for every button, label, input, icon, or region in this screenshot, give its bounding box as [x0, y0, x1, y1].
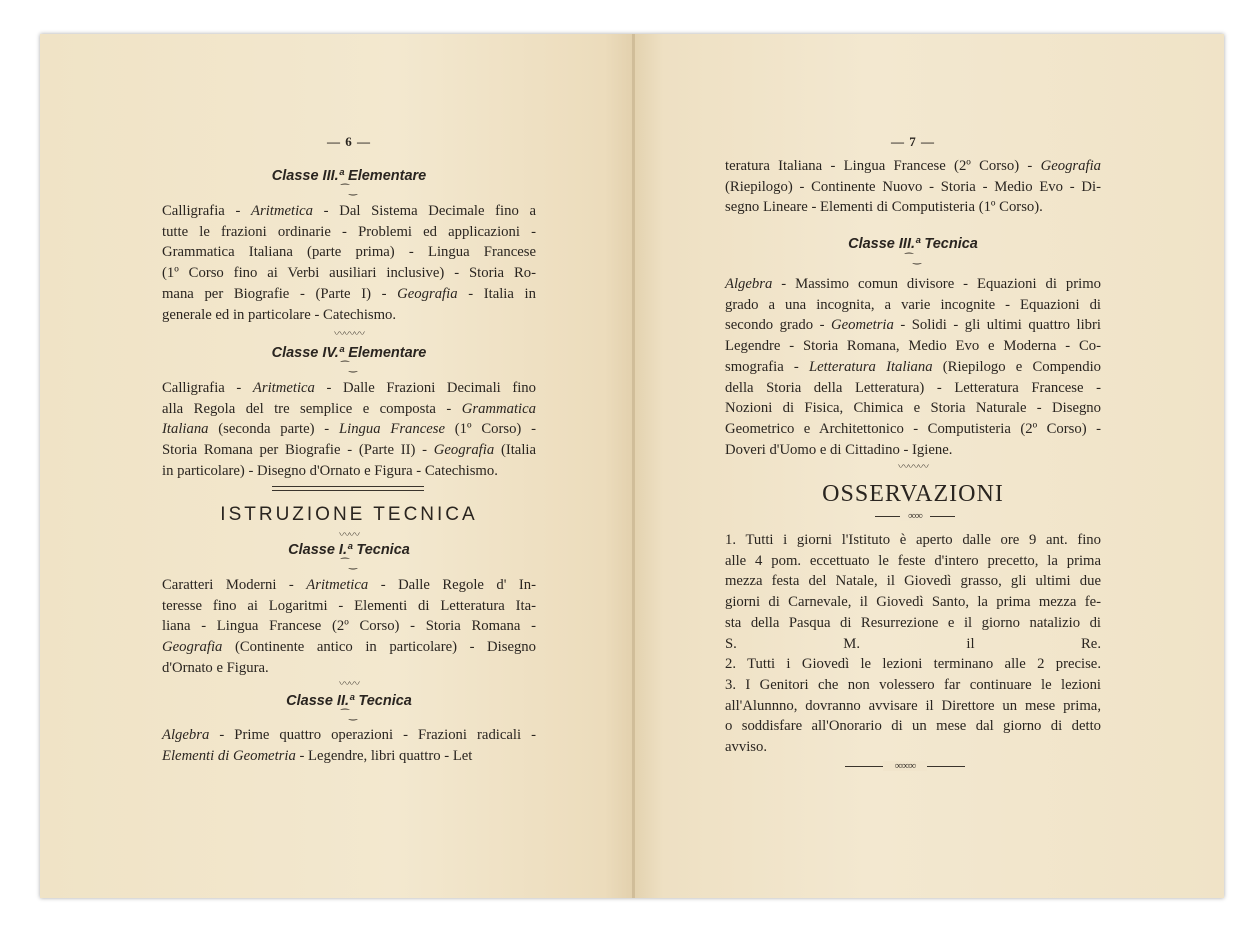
- text-line: teratura Italiana - Lingua Francese (2º Corso) - Geografia: [725, 158, 1101, 174]
- double-rule: [272, 486, 424, 491]
- tilde-ornament: ⁀‿: [904, 254, 922, 265]
- text-line: in particolare) - Disegno d'Ornato e Figura - Catechismo.: [162, 462, 498, 479]
- observations-paragraph: [725, 530, 1101, 758]
- text-line: tutte le frazioni ordinarie - Problemi ed applicazioni -: [162, 223, 536, 240]
- text-line: all'Alunnno, dovranno avvisare il Direttore un mese prima,: [725, 697, 1101, 714]
- text-line: Italiana (seconda parte) - Lingua Francese (1º Corso) -: [162, 421, 536, 438]
- section-heading: Classe III.ª Tecnica: [848, 236, 978, 252]
- text-line: Geografia (Continente antico in particolare) - Disegno: [162, 639, 536, 656]
- rule-ornament: ∞∞∞: [883, 761, 927, 771]
- section-heading: Classe III.ª Elementare: [271, 168, 427, 184]
- observations-title: OSSERVAZIONI: [822, 481, 1004, 507]
- text-line: alla Regola del tre semplice e composta - Grammatica: [162, 400, 536, 417]
- paragraph: [725, 156, 1101, 218]
- text-line: teresse fino ai Logaritmi - Elementi di Letteratura Ita-: [162, 597, 536, 614]
- text-line: o soddisfare all'Onorario di un mese dal giorno di detto: [725, 718, 1101, 735]
- text-line: Grammatica Italiana (parte prima) - Lingua Francese: [162, 244, 536, 261]
- right-page: [634, 34, 1224, 898]
- wavy-divider: 〰〰: [339, 678, 359, 690]
- tilde-ornament: ⁀‿: [340, 559, 358, 570]
- text-line: grado a una incognita, a varie incognite - Equazioni di: [725, 296, 1101, 313]
- text-line: Algebra - Massimo comun divisore - Equazioni di primo: [725, 276, 1101, 292]
- section-heading: Classe II.ª Tecnica: [286, 693, 412, 709]
- text-line: alle 4 pom. eccettuato le feste d'intero precetto, la prima: [725, 552, 1101, 569]
- tilde-ornament: ⁀‿: [340, 185, 358, 196]
- paragraph: [162, 725, 536, 766]
- wavy-divider: 〰〰〰: [334, 328, 364, 340]
- text-line: (Riepilogo) - Continente Nuovo - Storia - Medio Evo - Di-: [725, 178, 1101, 195]
- tilde-ornament: ⁀‿: [340, 710, 358, 721]
- section-heading: Classe IV.ª Elementare: [271, 345, 427, 361]
- text-line: (1º Corso fino ai Verbi ausiliari inclusive) - Storia Ro-: [162, 265, 536, 282]
- text-line: Elementi di Geometria - Legendre, libri quattro - Let: [162, 747, 473, 764]
- paragraph: [725, 274, 1101, 460]
- text-line: generale ed in particolare - Catechismo.: [162, 306, 397, 323]
- text-line: 1. Tutti i giorni l'Istituto è aperto dalle ore 9 ant. fino: [725, 532, 1101, 548]
- rule-ornament: ∞∞: [900, 511, 930, 521]
- page-number: — 6 —: [327, 134, 371, 149]
- text-line: sta della Pasqua di Resurrezione e il giorno natalizio di: [725, 614, 1101, 631]
- text-line: avviso.: [725, 739, 768, 756]
- left-page: [40, 34, 634, 898]
- text-line: Geometrico e Architettonico - Computisteria (2º Corso) -: [725, 420, 1101, 437]
- text-line: S. M. il Re.: [725, 635, 1101, 652]
- text-line: Doveri d'Uomo e di Cittadino - Igiene.: [725, 441, 953, 458]
- wavy-divider: 〰〰〰: [898, 461, 928, 473]
- paragraph: [162, 378, 536, 482]
- text-line: secondo grado - Geometria - Solidi - gli ultimi quattro libri: [725, 317, 1101, 334]
- page-number: — 7 —: [891, 134, 935, 149]
- text-line: mana per Biografie - (Parte I) - Geografia - Italia in: [162, 285, 536, 302]
- paragraph: [162, 575, 536, 679]
- book-gutter: [632, 34, 635, 898]
- text-line: giorni di Carnevale, il Giovedì Santo, la prima mezza fe-: [725, 594, 1101, 611]
- text-line: smografia - Letteratura Italiana (Riepilogo e Compendio: [725, 358, 1102, 375]
- text-line: Storia Romana per Biografie - (Parte II) - Geografia (Italia: [162, 442, 537, 459]
- section-title: ISTRUZIONE TECNICA: [220, 504, 478, 525]
- text-line: Caratteri Moderni - Aritmetica - Dalle Regole d' In-: [162, 577, 536, 593]
- text-line: della Storia della Letteratura) - Letteratura Francese -: [725, 379, 1101, 396]
- text-line: segno Lineare - Elementi di Computisteria (1º Corso).: [725, 199, 1043, 216]
- wavy-divider: 〰〰: [339, 529, 359, 541]
- paragraph: [162, 201, 536, 325]
- tilde-ornament: ⁀‿: [340, 362, 358, 373]
- text-line: d'Ornato e Figura.: [162, 659, 269, 676]
- text-line: Nozioni di Fisica, Chimica e Storia Naturale - Disegno: [725, 400, 1101, 417]
- text-line: liana - Lingua Francese (2º Corso) - Storia Romana -: [162, 618, 536, 635]
- text-line: mezza festa del Natale, il Giovedì grasso, gli ultimi due: [725, 573, 1101, 590]
- book-spread: [40, 34, 1224, 898]
- text-line: Calligrafia - Aritmetica - Dal Sistema Decimale fino a: [162, 203, 536, 219]
- text-line: 2. Tutti i Giovedì le lezioni terminano alle 2 precise.: [725, 656, 1101, 673]
- text-line: Algebra - Prime quattro operazioni - Frazioni radicali -: [162, 727, 536, 743]
- text-line: 3. I Genitori che non volessero far continuare le lezioni: [725, 676, 1101, 693]
- text-line: Legendre - Storia Romana, Medio Evo e Moderna - Co-: [725, 338, 1101, 355]
- text-line: Calligrafia - Aritmetica - Dalle Frazioni Decimali fino: [162, 380, 536, 396]
- section-heading: Classe I.ª Tecnica: [288, 542, 410, 558]
